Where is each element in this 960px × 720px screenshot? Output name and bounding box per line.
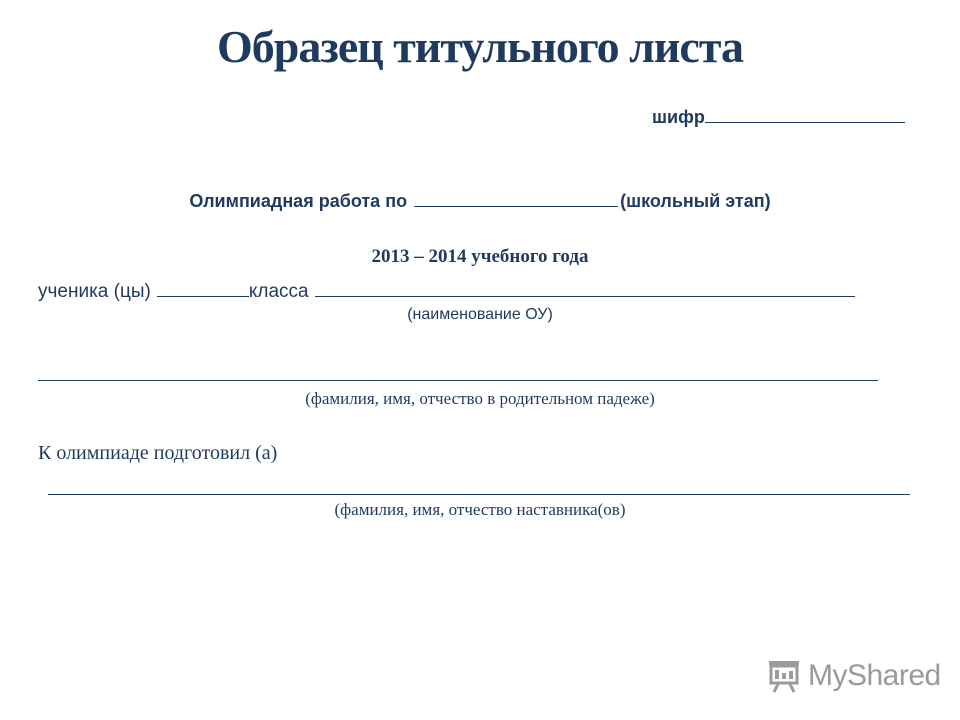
logo-text: MyShared [808,659,941,692]
olympiad-line [0,190,960,212]
institution-caption: (наименование ОУ) [407,306,553,323]
cipher-label: шифр [652,107,705,127]
myshared-logo [766,656,941,696]
student-label: ученика (цы) [38,281,151,302]
academic-year: 2013 – 2014 учебного года [371,246,589,267]
olympiad-suffix: (школьный этап) [620,191,771,211]
page-title: Образец титульного листа [217,21,743,72]
student-line [38,280,855,303]
class-label: класса [248,281,309,302]
institution-blank-line [315,280,855,297]
grade-blank-line [157,280,249,297]
presentation-board-icon [766,659,802,693]
mentor-name-caption: (фамилия, имя, отчество наставника(ов) [334,500,626,519]
mentor-name-blank-line [48,494,910,495]
prepared-by-label: К олимпиаде подготовил (а) [38,442,278,464]
cipher-field [652,106,905,128]
cipher-blank-line [705,106,905,123]
student-name-caption: (фамилия, имя, отчество в родительном падеже) [305,389,655,408]
student-name-blank-line [38,380,878,381]
subject-blank-line [414,190,618,207]
olympiad-prefix: Олимпиадная работа по [189,191,408,211]
